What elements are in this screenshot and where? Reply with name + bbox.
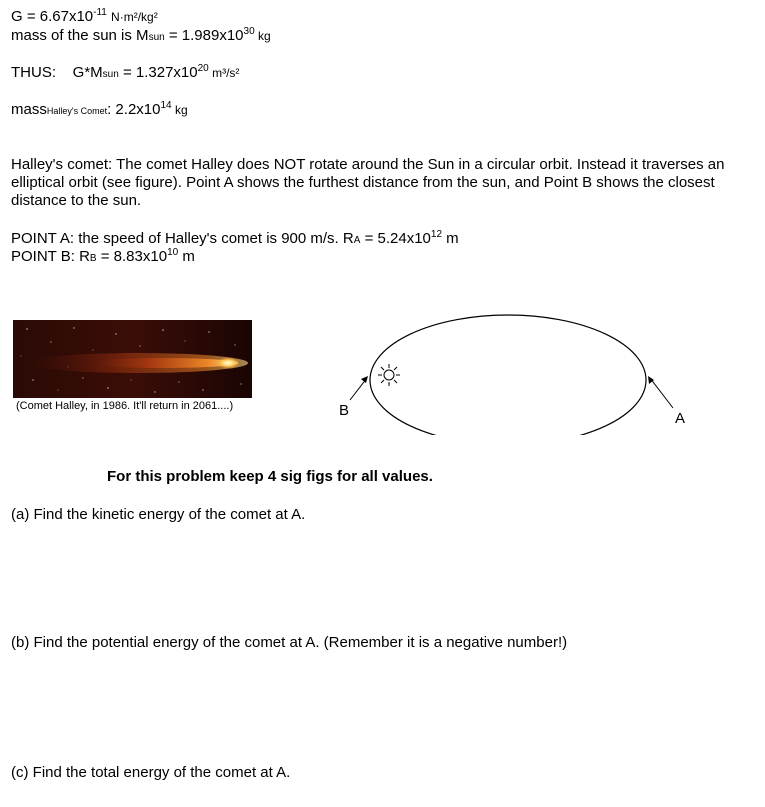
point-b-exponent: 10 xyxy=(167,247,179,258)
intro-paragraph: Halley's comet: The comet Halley does NOT rotate around the Sun in a circular orbit. Instead it traverses an elliptical orbit (see figure). Point A shows the furthest distance from the sun, and Point B shows the closest distance to the sun. xyxy=(11,156,725,209)
comet-mass-exponent: 14 xyxy=(160,100,172,111)
point-b-text: POINT B: R xyxy=(11,248,90,265)
point-a-text: POINT A: the speed of Halley's comet is 900 m/s. R xyxy=(11,230,354,247)
sun-mass-exponent: 30 xyxy=(243,26,255,37)
comet-mass-colon: : xyxy=(107,101,112,118)
question-a: (a) Find the kinetic energy of the comet at A. xyxy=(11,506,306,523)
question-c: (c) Find the total energy of the comet at A. xyxy=(11,764,291,781)
question-b: (b) Find the potential energy of the comet at A. (Remember it is a negative number!) xyxy=(11,634,568,651)
gm-exponent: 20 xyxy=(197,63,209,74)
gravitational-constant-line xyxy=(11,8,158,26)
point-b-label: B xyxy=(339,402,350,419)
gm-value: = 1.327x10 xyxy=(118,64,198,81)
comet-mass-value: 2.2x10 xyxy=(111,101,161,118)
sig-figs-instruction: For this problem keep 4 sig figs for all values. xyxy=(107,468,433,485)
g-value: G = 6.67x10 xyxy=(11,8,94,25)
gm-units: m³/s² xyxy=(208,66,240,80)
comet-mass-label: mass xyxy=(11,101,47,118)
point-b-line xyxy=(11,248,195,267)
g-exponent: -11 xyxy=(93,7,107,18)
point-a-units: m xyxy=(442,230,459,247)
elliptical-orbit xyxy=(370,315,646,435)
sun-mass-line xyxy=(11,27,271,46)
sun-mass-units: kg xyxy=(254,29,271,43)
point-b-units: m xyxy=(178,248,195,265)
sun-mass-subscript: sun xyxy=(148,32,165,43)
comet-halley-photo xyxy=(13,320,252,398)
sun-icon xyxy=(378,364,400,386)
point-a-exponent: 12 xyxy=(430,229,443,240)
gm-line xyxy=(11,64,239,83)
comet-mass-units: kg xyxy=(171,103,188,117)
point-a-line xyxy=(11,230,459,249)
point-b-value: = 8.83x10 xyxy=(96,248,168,265)
comet-mass-line xyxy=(11,101,188,120)
point-a-value: = 5.24x10 xyxy=(360,230,431,247)
gm-subscript: sun xyxy=(102,69,119,80)
sun-mass-value: = 1.989x10 xyxy=(164,27,244,44)
comet-mass-subscript: Halley's Comet xyxy=(46,106,108,116)
arrow-a-icon xyxy=(648,376,673,408)
point-a-subscript: A xyxy=(353,235,361,246)
point-a-label: A xyxy=(675,410,686,427)
g-units: N·m²/kg² xyxy=(111,10,158,24)
orbit-diagram xyxy=(330,305,700,435)
arrow-b-icon xyxy=(350,376,368,400)
sun-mass-label: mass of the sun is M xyxy=(11,27,149,44)
gm-label: G*M xyxy=(72,64,103,81)
thus-label: THUS: xyxy=(11,64,56,81)
point-b-subscript: B xyxy=(89,253,97,264)
photo-caption: (Comet Halley, in 1986. It'll return in 2061....) xyxy=(16,400,234,412)
